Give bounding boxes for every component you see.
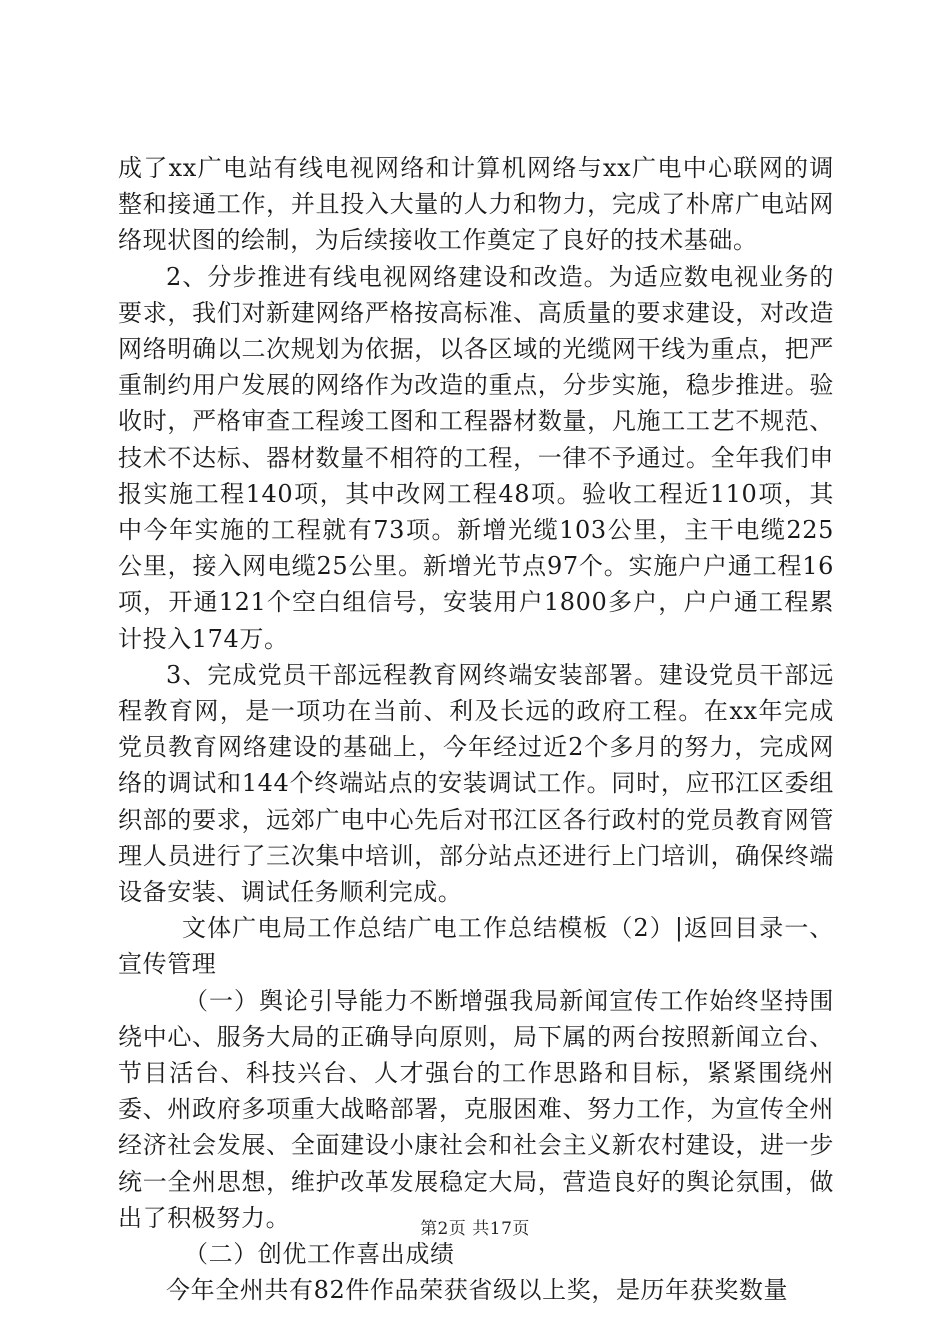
paragraph-awards: 今年全州共有82件作品荣获省级以上奖，是历年获奖数量	[166, 1276, 789, 1305]
document-body	[118, 150, 834, 1309]
paragraph-continuation: 成了xx广电站有线电视网络和计算机网络与xx广电中心联网的调整和接通工作，并且投入大量的人力和物力，完成了朴席广电站网络现状图的绘制，为后续接收工作奠定了良好的技术基础。	[118, 154, 834, 255]
paragraph-public-opinion: （一）舆论引导能力不断增强我局新闻宣传工作始终坚持围绕中心、服务大局的正确导向原则，局下属的两台按照新闻立台、节目活台、科技兴台、人才强台的工作思路和目标，紧紧围绕州委、州政府多项重大战略部署，克服困难、努力工作，为宣传全州经济社会发展、全面建设小康社会和社会主义新农村建设，进一步统一全州思想，维护改革发展稳定大局，营造良好的舆论氛围，做出了积极努力。	[118, 986, 834, 1232]
subheading-awards: （二）创优工作喜出成绩	[184, 1240, 455, 1269]
section-heading: 文体广电局工作总结广电工作总结模板（2）|返回目录一、宣传管理	[118, 914, 834, 979]
paragraph-network-construction: 2、分步推进有线电视网络建设和改造。为适应数电视业务的要求，我们对新建网络严格按高标准、高质量的要求建设，对改造网络明确以二次规划为依据，以各区域的光缆网干线为重点，把严重制约用户发展的网络作为改造的重点，分步实施，稳步推进。验收时，严格审查工程竣工图和工程器材数量，凡施工工艺不规范、技术不达标、器材数量不相符的工程，一律不予通过。全年我们申报实施工程140项，其中改网工程48项。验收工程近110项，其中今年实施的工程就有73项。新增光缆103公里，主干电缆225公里，接入网电缆25公里。新增光节点97个。实施户户通工程16项，开通121个空白组信号，安装用户1800多户，户户通工程累计投入174万。	[118, 262, 834, 653]
paragraph-remote-education: 3、完成党员干部远程教育网终端安装部署。建设党员干部远程教育网，是一项功在当前、利及长远的政府工程。在xx年完成党员教育网络建设的基础上，今年经过近2个多月的努力，完成网络的调试和144个终端站点的安装调试工作。同时，应邗江区委组织部的要求，远郊广电中心先后对邗江区各行政村的党员教育网管理人员进行了三次集中培训，部分站点还进行上门培训，确保终端设备安装、调试任务顺利完成。	[118, 660, 834, 907]
page-footer: 第2页 共17页	[420, 1219, 530, 1239]
